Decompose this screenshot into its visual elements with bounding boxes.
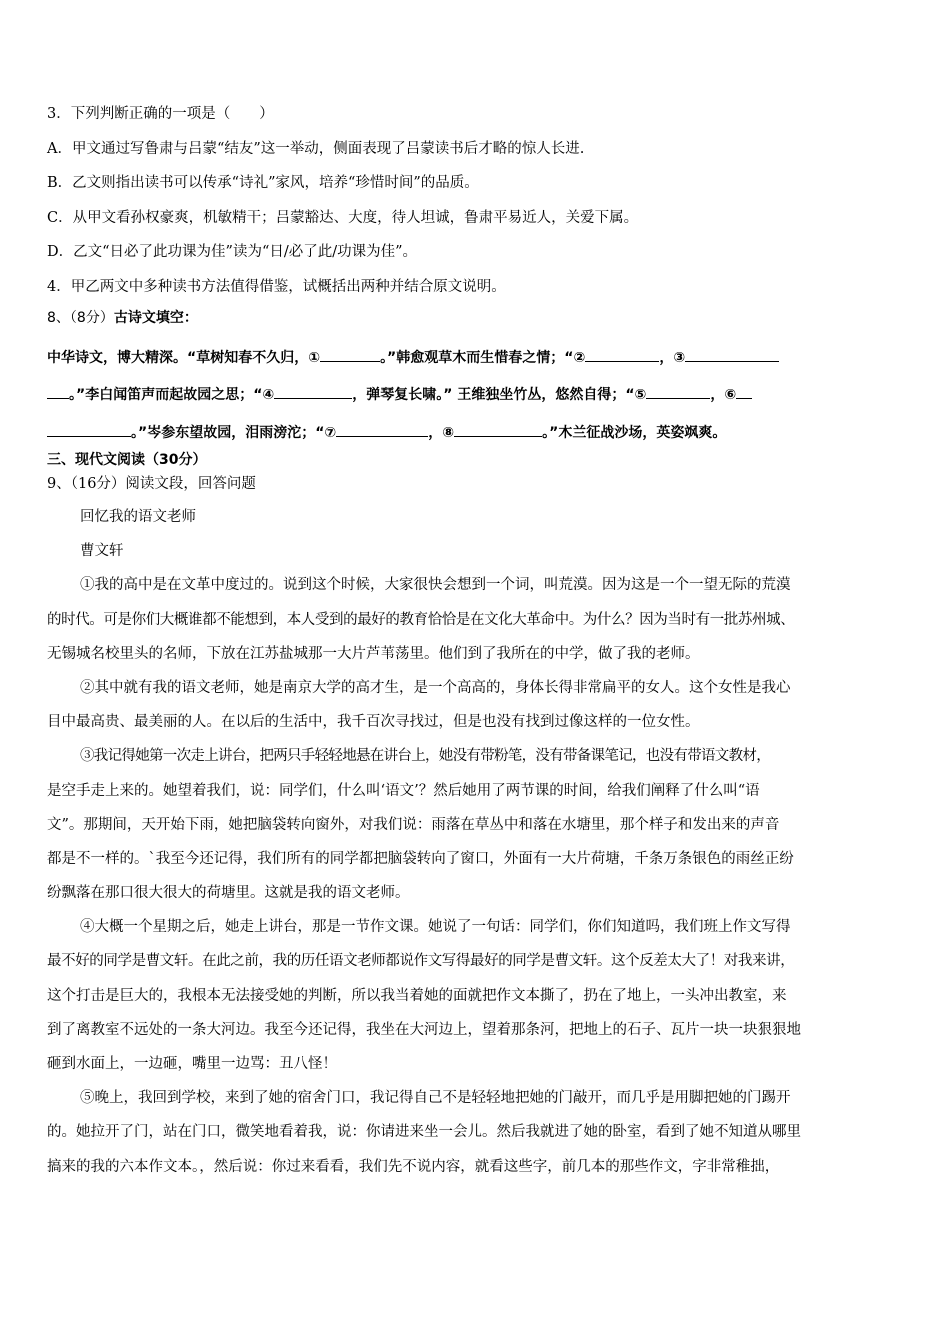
question-9: 9、（16分）阅读文段，回答问题 — [47, 476, 256, 492]
poem-text: 。”李白闻笛声而起故园之思；“④ — [69, 387, 275, 403]
blank-7[interactable] — [336, 421, 428, 437]
essay — [47, 507, 909, 1191]
option-b: B．乙文则指出读书可以传承“诗礼”家风，培养“珍惜时间”的品质。 — [47, 175, 479, 191]
essay-line: 的时代。可是你们大概谁都不能想到，本人受到的最好的教育恰恰是在文化大革命中。为什么？因为当时有一批苏州城、 — [47, 611, 795, 628]
blank-6[interactable] — [736, 383, 752, 399]
essay-line: 是空手走上来的。她望着我们，说：同学们，什么叫‘语文’？然后她用了两节课的时间，给我们阐释了什么叫“语 — [47, 782, 760, 799]
blank-5[interactable] — [646, 383, 710, 399]
blank-3-continued[interactable] — [47, 383, 69, 399]
question-4: 4．甲乙两文中多种读书方法值得借鉴，试概括出两种并结合原文说明。 — [47, 278, 506, 295]
essay-line: 搞来的我的六本作文本。，然后说：你过来看看，我们先不说内容，就看这些字，前几本的那些作文，字非常稚拙， — [47, 1158, 780, 1175]
essay-line: ①我的高中是在文革中度过的。说到这个时候，大家很快会想到一个词，叫荒漠。因为这是一个一望无际的荒漠 — [80, 577, 791, 594]
essay-line: ③我记得她第一次走上讲台，把两只手轻轻地悬在讲台上，她没有带粉笔，没有带备课笔记，也没有带语文教材， — [80, 748, 770, 765]
essay-line: 的。她拉开了门，站在门口，微笑地看着我，说：你请进来坐一会儿。然后我就进了她的卧室，看到了她不知道从哪里 — [47, 1124, 801, 1141]
blank-4[interactable] — [274, 383, 352, 399]
option-a: A．甲文通过写鲁肃与吕蒙“结友”这一举动，侧面表现了吕蒙读书后才略的惊人长进. — [47, 140, 585, 157]
essay-line: 都是不一样的。`我至今还记得，我们所有的同学都把脑袋转向了窗口，外面有一大片荷塘，千条万条银色的雨丝正纷 — [47, 850, 794, 867]
blank-3[interactable] — [685, 346, 779, 362]
question-8-number: 8、（8分） — [47, 310, 114, 326]
essay-author: 曹文轩 — [80, 543, 124, 560]
section-heading: 三、现代文阅读（30分） — [47, 452, 207, 468]
poem-text: 。”岑参东望故园，泪雨滂沱；“⑦ — [131, 424, 337, 441]
essay-line: ④大概一个星期之后，她走上讲台，那是一节作文课。她说了一句话：同学们，你们知道吗，我们班上作文写得 — [80, 919, 791, 936]
question-8-title: 古诗文填空： — [113, 310, 198, 326]
poem-text: 中华诗文，博大精深。“草树知春不久归，① — [47, 349, 321, 366]
question-8-header — [47, 308, 909, 346]
poem-text: ，弹琴复长啸。” 王维独坐竹丛，悠然自得；“⑤ — [352, 387, 647, 403]
poem-text: ，⑥ — [710, 387, 737, 403]
poem-text: 。”木兰征战沙场，英姿飒爽。 — [542, 424, 727, 441]
essay-line: 砸到水面上，一边砸，嘴里一边骂：丑八怪！ — [47, 1056, 337, 1072]
poem-text: ，⑧ — [428, 424, 455, 441]
essay-line: 目中最高贵、最美丽的人。在以后的生活中，我千百次寻找过，但是也没有找到过像这样的一位女性。 — [47, 714, 700, 731]
essay-line: 最不好的同学是曹文轩。在此之前，我的历任语文老师都说作文写得最好的同学是曹文轩。这个反差太大了！对我来讲， — [47, 953, 795, 970]
blank-2[interactable] — [585, 346, 659, 362]
essay-line: 这个打击是巨大的，我根本无法接受她的判断，所以我当着她的面就把作文本撕了，扔在了地上，一头冲出教室，来 — [47, 987, 787, 1004]
option-d: D．乙文“日必了此功课为佳”读为“日/必了此/功课为佳”。 — [47, 244, 418, 260]
essay-line: 文”。那期间，天开始下雨，她把脑袋转向窗外，对我们说：雨落在草丛中和落在水塘里，那个样子和发出来的声音 — [47, 816, 780, 833]
question-3 — [47, 104, 907, 311]
essay-line: 无锡城名校里头的名师，下放在江苏盐城那一大片芦苇荡里。他们到了我所在的中学，做了我的老师。 — [47, 645, 700, 662]
question-3-stem: 3．下列判断正确的一项是（ ） — [47, 106, 274, 122]
blank-6-continued[interactable] — [47, 421, 131, 437]
poem-text: ，③ — [659, 349, 686, 366]
essay-line: 纷飘落在那口很大很大的荷塘里。这就是我的语文老师。 — [47, 885, 410, 902]
poem-fill-line-2 — [47, 383, 909, 421]
essay-line: ②其中就有我的语文老师，她是南京大学的高才生，是一个高高的，身体长得非常扁平的女人。这个女性是我心 — [80, 679, 791, 696]
blank-8[interactable] — [454, 421, 542, 437]
essay-line: 到了离教室不远处的一条大河边。我至今还记得，我坐在大河边上，望着那条河，把地上的石子、瓦片一块一块狠狠地 — [47, 1021, 801, 1038]
essay-line: ⑤晚上，我回到学校，来到了她的宿舍门口，我记得自己不是轻轻地把她的门敲开，而几乎是用脚把她的门踢开 — [80, 1090, 791, 1107]
blank-1[interactable] — [320, 346, 380, 362]
poem-text: 。”韩愈观草木而生惜春之情；“② — [380, 349, 586, 366]
question-8 — [47, 308, 909, 458]
option-c: C．从甲文看孙权豪爽，机敏精干；吕蒙豁达、大度，待人坦诚，鲁肃平易近人，关爱下属。 — [47, 209, 639, 226]
poem-fill-line-1 — [47, 346, 909, 384]
essay-title: 回忆我的语文老师 — [80, 509, 196, 525]
